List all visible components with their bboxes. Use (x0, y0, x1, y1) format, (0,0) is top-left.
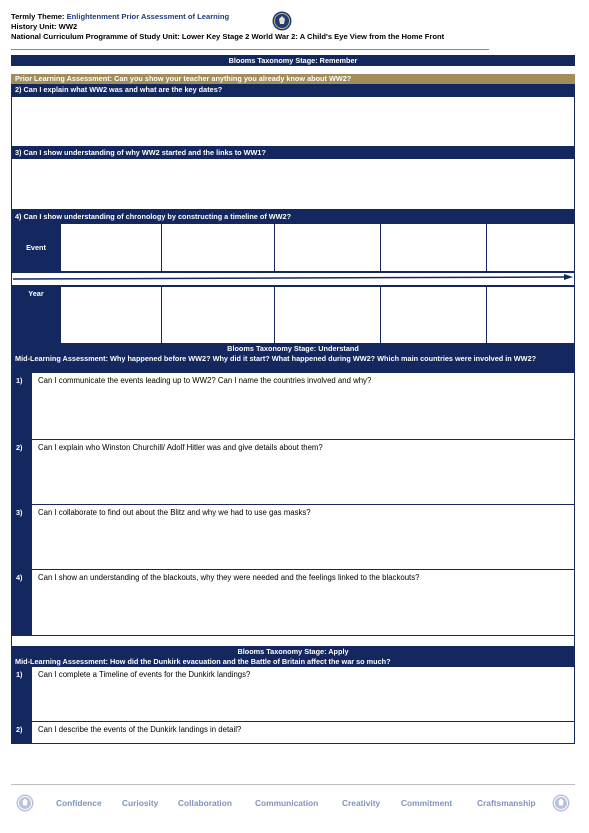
understand-question-row[interactable] (11, 505, 575, 570)
question-number: 3) (12, 505, 32, 569)
header-divider (11, 49, 489, 50)
year-label: Year (12, 287, 60, 343)
apply-question-row[interactable] (11, 722, 575, 744)
value-confidence: Confidence (56, 798, 102, 808)
theme-label: Termly Theme: (11, 12, 65, 21)
event-cell[interactable] (161, 224, 274, 271)
school-crest-icon (272, 11, 292, 31)
question-text: Can I explain who Winston Churchill/ Adolf Hitler was and give details about them? (38, 443, 323, 452)
q2-answer-box[interactable] (11, 97, 575, 147)
question-number: 1) (12, 373, 32, 439)
question-number: 4) (12, 570, 32, 635)
understand-question-row[interactable] (11, 373, 575, 440)
q3-header: 3) Can I show understanding of why WW2 started and the links to WW1? (11, 147, 575, 159)
school-crest-icon (16, 794, 34, 812)
timeline-arrow (11, 272, 575, 286)
remember-stage-bar: Blooms Taxonomy Stage: Remember (11, 55, 575, 66)
question-text: Can I communicate the events leading up to WW2? Can I name the countries involved and why? (38, 376, 372, 385)
understand-mid-assessment: Mid-Learning Assessment: Why happened before WW2? Why did it start? What happened during WW2? Which main countries were involved in WW2? (11, 354, 575, 373)
q4-header: 4) Can I show understanding of chronology by constructing a timeline of WW2? (11, 210, 575, 223)
curriculum-line: National Curriculum Programme of Study Unit: Lower Key Stage 2 World War 2: A Child's Eye View from the Home Front (11, 32, 445, 41)
timeline-event-row (11, 223, 575, 272)
apply-stage-bar: Blooms Taxonomy Stage: Apply (11, 647, 575, 657)
value-creativity: Creativity (342, 798, 381, 808)
year-cell[interactable] (60, 287, 161, 343)
question-number: 1) (12, 667, 32, 721)
q3-answer-box[interactable] (11, 159, 575, 210)
theme-value: Enlightenment Prior Assessment of Learning (66, 12, 230, 21)
footer-divider (11, 784, 575, 785)
event-cell[interactable] (60, 224, 161, 271)
question-text: Can I show an understanding of the blackouts, why they were needed and the feelings linked to the blackouts? (38, 573, 420, 582)
event-label: Event (12, 224, 60, 271)
prior-learning-bar: Prior Learning Assessment: Can you show your teacher anything you already know about WW2? (11, 74, 575, 84)
question-text: Can I collaborate to find out about the Blitz and why we had to use gas masks? (38, 508, 311, 517)
q2-header: 2) Can I explain what WW2 was and what are the key dates? (11, 84, 575, 97)
spacer-row (11, 636, 575, 647)
timeline-year-row (11, 286, 575, 344)
question-text: Can I describe the events of the Dunkirk landings in detail? (38, 725, 242, 734)
year-cell[interactable] (274, 287, 380, 343)
history-unit-line: History Unit: WW2 (11, 22, 78, 31)
understand-question-row[interactable] (11, 440, 575, 505)
school-crest-icon (552, 794, 570, 812)
value-communication: Communication (255, 798, 319, 808)
event-cell[interactable] (486, 224, 574, 271)
year-cell[interactable] (380, 287, 486, 343)
question-text: Can I complete a Timeline of events for the Dunkirk landings? (38, 670, 251, 679)
understand-stage-bar: Blooms Taxonomy Stage: Understand (11, 344, 575, 354)
school-values-footer (11, 792, 575, 814)
understand-question-row[interactable] (11, 570, 575, 636)
question-number: 2) (12, 722, 32, 743)
event-cell[interactable] (274, 224, 380, 271)
event-cell[interactable] (380, 224, 486, 271)
spacer (11, 66, 575, 74)
value-craftsmanship: Craftsmanship (477, 798, 536, 808)
question-number: 2) (12, 440, 32, 504)
apply-mid-assessment: Mid-Learning Assessment: How did the Dunkirk evacuation and the Battle of Britain affect the war so much? (11, 657, 575, 667)
year-cell[interactable] (161, 287, 274, 343)
value-collaboration: Collaboration (178, 798, 232, 808)
value-curiosity: Curiosity (122, 798, 159, 808)
value-commitment: Commitment (401, 798, 453, 808)
year-cell[interactable] (486, 287, 574, 343)
apply-question-row[interactable] (11, 667, 575, 722)
